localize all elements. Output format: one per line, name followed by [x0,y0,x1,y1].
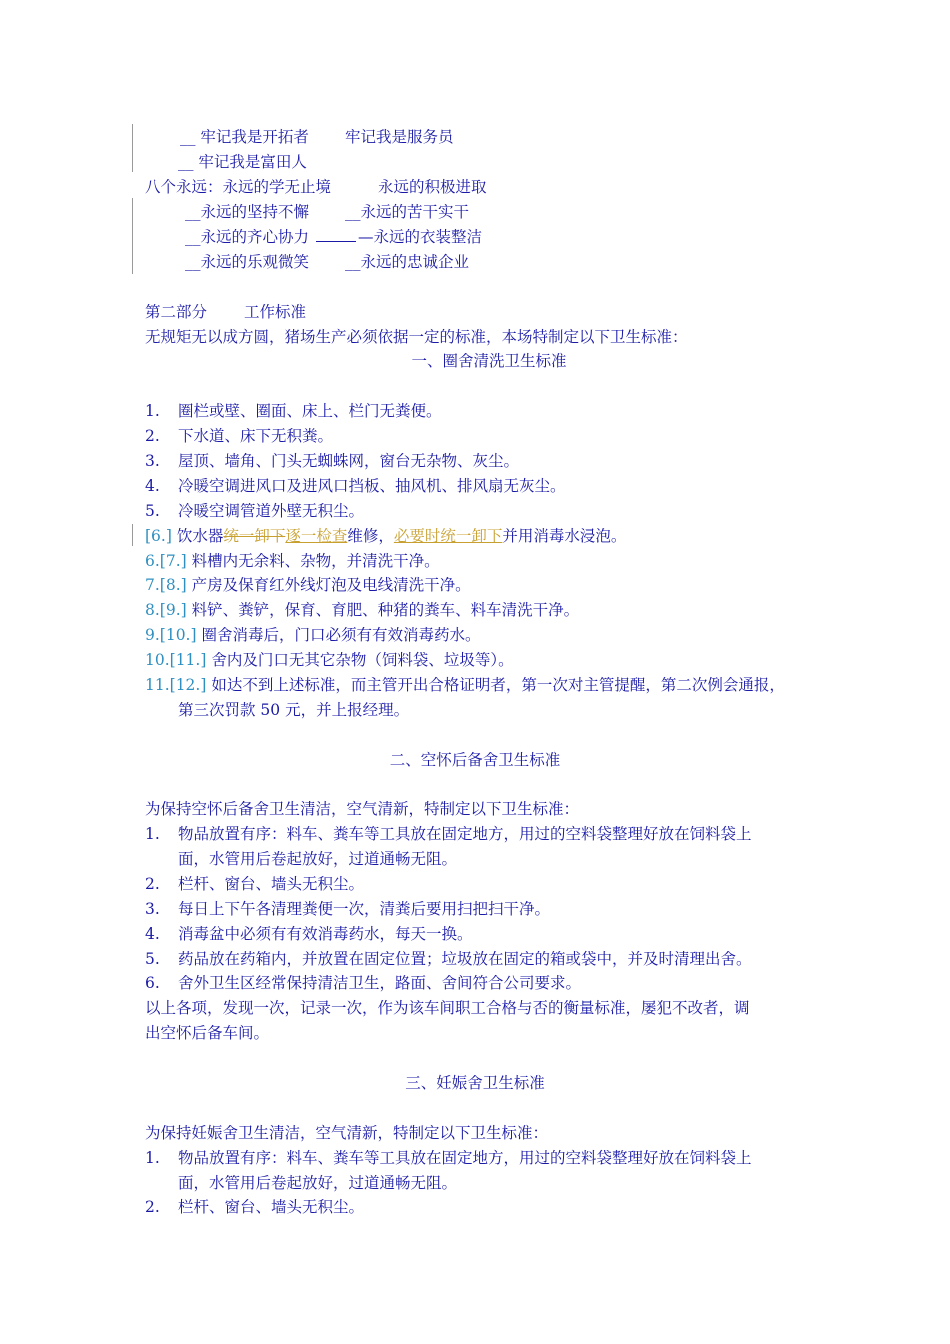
change-bar [132,524,133,546]
motto-line-2: __ 牢记我是富田人 [178,153,307,171]
list-item-revised [145,526,626,546]
section2-intro: 为保持空怀后备舍卫生清洁，空气清新，特制定以下卫生标准： [145,800,580,818]
forever-row-1a: __永远的坚持不懈 [185,203,310,221]
item-number: 2. [145,1198,160,1216]
item-number: 5. [145,950,160,968]
list-item-revised [145,575,471,595]
item-text: 圈栏或壁、圈面、床上、栏门无粪便。 [178,402,442,420]
revision-marker: 11.[12.] [145,676,207,694]
item-text: 舍内及门口无其它杂物（饲料袋、垃圾等）。 [206,651,514,669]
item-text: 冷暖空调管道外壁无积尘。 [178,502,365,520]
list-item [145,874,364,894]
list-item [145,426,333,446]
item-number: 4. [145,477,160,495]
section2-closing-cont: 出空怀后备车间。 [145,1024,270,1042]
list-item-revised [145,551,440,571]
change-bar [132,124,133,172]
item-number: 2. [145,427,160,445]
item-text: 料铲、粪铲，保育、育肥、种猪的粪车、料车清洗干净。 [186,601,580,619]
item-text: 料槽内无余料、杂物，并清洗干净。 [186,552,440,570]
list-item-revised [145,600,579,620]
item-text: 药品放在药箱内，并放置在固定位置；垃圾放在固定的箱或袋中，并及时清理出舍。 [178,950,752,968]
section1-title: 一、圈舍清洗卫生标准 [411,352,567,370]
list-item-revised [145,650,514,670]
section3-title: 三、妊娠舍卫生标准 [405,1074,545,1092]
list-item [145,476,566,496]
item-text: 产房及保育红外线灯泡及电线清洗干净。 [186,576,471,594]
item-continuation: 面，水管用后卷起放好，过道通畅无阻。 [178,1174,458,1192]
change-bar [132,198,133,274]
eight-forever-title: 八个永远：永远的学无止境 [145,178,332,196]
item-continuation: 第三次罚款 50 元，并上报经理。 [178,701,410,719]
revision-marker: 8.[9.] [145,601,187,619]
item-continuation: 面，水管用后卷起放好，过道通畅无阻。 [178,850,458,868]
item-text: 物品放置有序：料车、粪车等工具放在固定地方，用过的空料袋整理好放在饲料袋上 [178,825,752,843]
revision-marker: [6.] [145,527,172,545]
item-text: 维修， [347,527,394,545]
item-number: 2. [145,875,160,893]
list-item [145,899,550,919]
item-number: 1. [145,825,160,843]
list-item [145,1197,364,1217]
list-item [145,1148,752,1168]
list-item [145,973,581,993]
list-item [145,401,442,421]
item-number: 1. [145,1149,160,1167]
inserted-text: 逐一检查 [285,527,348,545]
item-number: 3. [145,452,160,470]
part2-intro: 无规矩无以成方圆，猪场生产必须依据一定的标准，本场特制定以下卫生标准： [145,328,688,346]
item-text: 物品放置有序：料车、粪车等工具放在固定地方，用过的空料袋整理好放在饲料袋上 [178,1149,752,1167]
forever-row-2b: —永远的衣装整洁 [358,228,483,246]
section2-closing: 以上各项，发现一次，记录一次，作为该车间职工合格与否的衡量标准，屡犯不改者，调 [145,999,750,1017]
item-text: 冷暖空调进风口及进风口挡板、抽风机、排风扇无灰尘。 [178,477,566,495]
item-text: 每日上下午各清理粪便一次，清粪后要用扫把扫干净。 [178,900,551,918]
inserted-text: 必要时统一卸下 [393,527,503,545]
forever-row-2-underline [316,227,356,247]
item-number: 5. [145,502,160,520]
revision-marker: 9.[10.] [145,626,197,644]
item-number: 6. [145,974,160,992]
item-text: 下水道、床下无积粪。 [178,427,334,445]
motto-line-1b: 牢记我是服务员 [345,128,454,146]
item-text: 如达不到上述标准，而主管开出合格证明者，第一次对主管提醒，第二次例会通报， [206,676,785,694]
item-number: 4. [145,925,160,943]
item-text: 并用消毒水浸泡。 [502,527,627,545]
item-number: 1. [145,402,160,420]
revision-marker: 6.[7.] [145,552,187,570]
forever-row-2a: __永远的齐心协力 [185,228,310,246]
item-text: 屋顶、墙角、门头无蜘蛛网，窗台无杂物、灰尘。 [178,452,520,470]
list-item [145,501,364,521]
part2-heading-title: 工作标准 [244,303,307,321]
part2-heading: 第二部分 [145,303,208,321]
list-item-revised [145,625,480,645]
item-number: 3. [145,900,160,918]
revision-marker: 10.[11.] [145,651,207,669]
section2-title: 二、空怀后备舍卫生标准 [389,751,561,769]
list-item [145,824,752,844]
forever-row-3b: __永远的忠诚企业 [345,253,470,271]
section3-intro: 为保持妊娠舍卫生清洁，空气清新，特制定以下卫生标准： [145,1124,549,1142]
item-text: 圈舍消毒后，门口必须有有效消毒药水。 [196,626,481,644]
item-text: 饮水器 [171,527,224,545]
item-text: 栏杆、窗台、墙头无积尘。 [178,1198,365,1216]
eight-forever-title-b: 永远的积极进取 [378,178,487,196]
forever-row-1b: __永远的苦干实干 [345,203,470,221]
list-item [145,451,519,471]
item-text: 栏杆、窗台、墙头无积尘。 [178,875,365,893]
item-text: 舍外卫生区经常保持清洁卫生，路面、舍间符合公司要求。 [178,974,582,992]
list-item [145,924,473,944]
forever-row-3a: __永远的乐观微笑 [185,253,310,271]
deleted-text: 统一卸下 [223,527,286,545]
list-item-revised [145,675,785,695]
revision-marker: 7.[8.] [145,576,187,594]
item-text: 消毒盆中必须有有效消毒药水，每天一换。 [178,925,473,943]
motto-line-1a: __ 牢记我是开拓者 [180,128,309,146]
list-item [145,949,752,969]
